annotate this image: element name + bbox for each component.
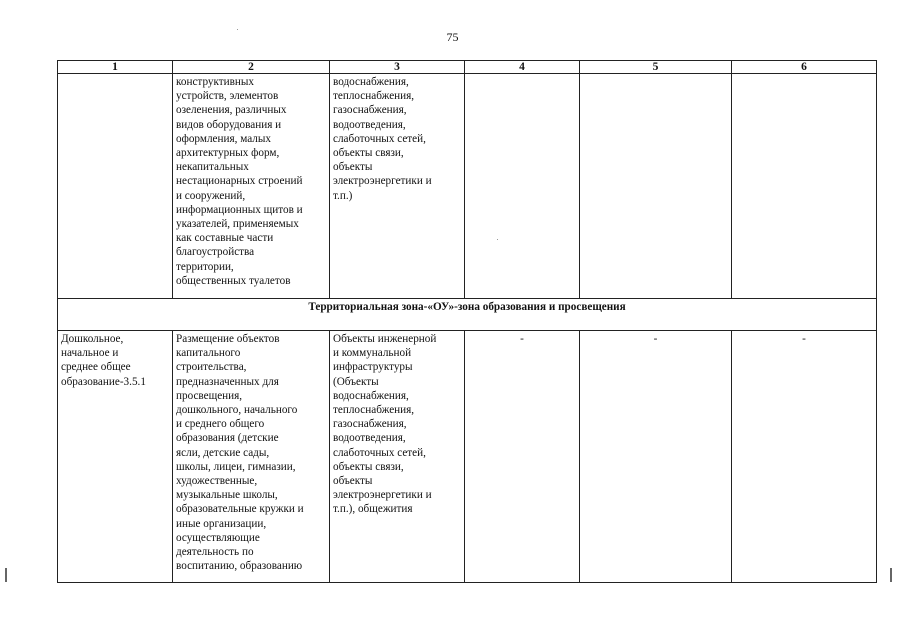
education-col-3: Объекты инженерной и коммунальной инфраструктуры (Объекты водоснабжения, теплоснабжения, газоснабжения, водоотведения, слаботочных сетей, объекты связи, объекты электроэнергетики и т.п.), общежития bbox=[330, 331, 465, 583]
education-col-2: Размещение объектов капитального строительства, предназначенных для просвещения, дошкольного, начального и среднего общего образования (детские ясли, детские сады, школы, лицеи, гимназии, художественные, музыкальные школы, образовательные кружки и иные организации, осуществляющие деятельность по воспитанию, образованию bbox=[173, 331, 330, 583]
header-col-6: 6 bbox=[732, 61, 877, 74]
education-col-4: - bbox=[465, 331, 580, 583]
header-col-4: 4 bbox=[465, 61, 580, 74]
continuation-col-6 bbox=[732, 74, 877, 299]
continuation-col-1 bbox=[58, 74, 173, 299]
continuation-col-2: конструктивных устройств, элементов озеленения, различных видов оборудования и оформления, малых архитектурных форм, некапитальных нестационарных строений и сооружений, информационных щитов и указателей, применяемых как составные части благоустройства территории, общественных туалетов bbox=[173, 74, 330, 299]
header-row bbox=[58, 61, 877, 74]
scan-edge-mark-right bbox=[890, 568, 892, 582]
education-col-5: - bbox=[580, 331, 732, 583]
education-col-6: - bbox=[732, 331, 877, 583]
zone-title-row bbox=[58, 299, 877, 331]
header-col-2: 2 bbox=[173, 61, 330, 74]
education-col-1: Дошкольное, начальное и среднее общее образование-3.5.1 bbox=[58, 331, 173, 583]
continuation-row bbox=[58, 74, 877, 299]
scan-speck bbox=[497, 239, 498, 240]
header-col-3: 3 bbox=[330, 61, 465, 74]
continuation-col-3: водоснабжения, теплоснабжения, газоснабжения, водоотведения, слаботочных сетей, объекты связи, объекты электроэнергетики и т.п.) bbox=[330, 74, 465, 299]
continuation-col-5 bbox=[580, 74, 732, 299]
education-row bbox=[58, 331, 877, 583]
regulations-table bbox=[57, 60, 877, 583]
continuation-col-4 bbox=[465, 74, 580, 299]
header-col-5: 5 bbox=[580, 61, 732, 74]
zone-title: Территориальная зона-«ОУ»-зона образования и просвещения bbox=[58, 299, 877, 331]
scan-edge-mark-left bbox=[5, 568, 7, 582]
scan-speck bbox=[237, 29, 238, 30]
page-number: 75 bbox=[446, 30, 459, 44]
header-col-1: 1 bbox=[58, 61, 173, 74]
